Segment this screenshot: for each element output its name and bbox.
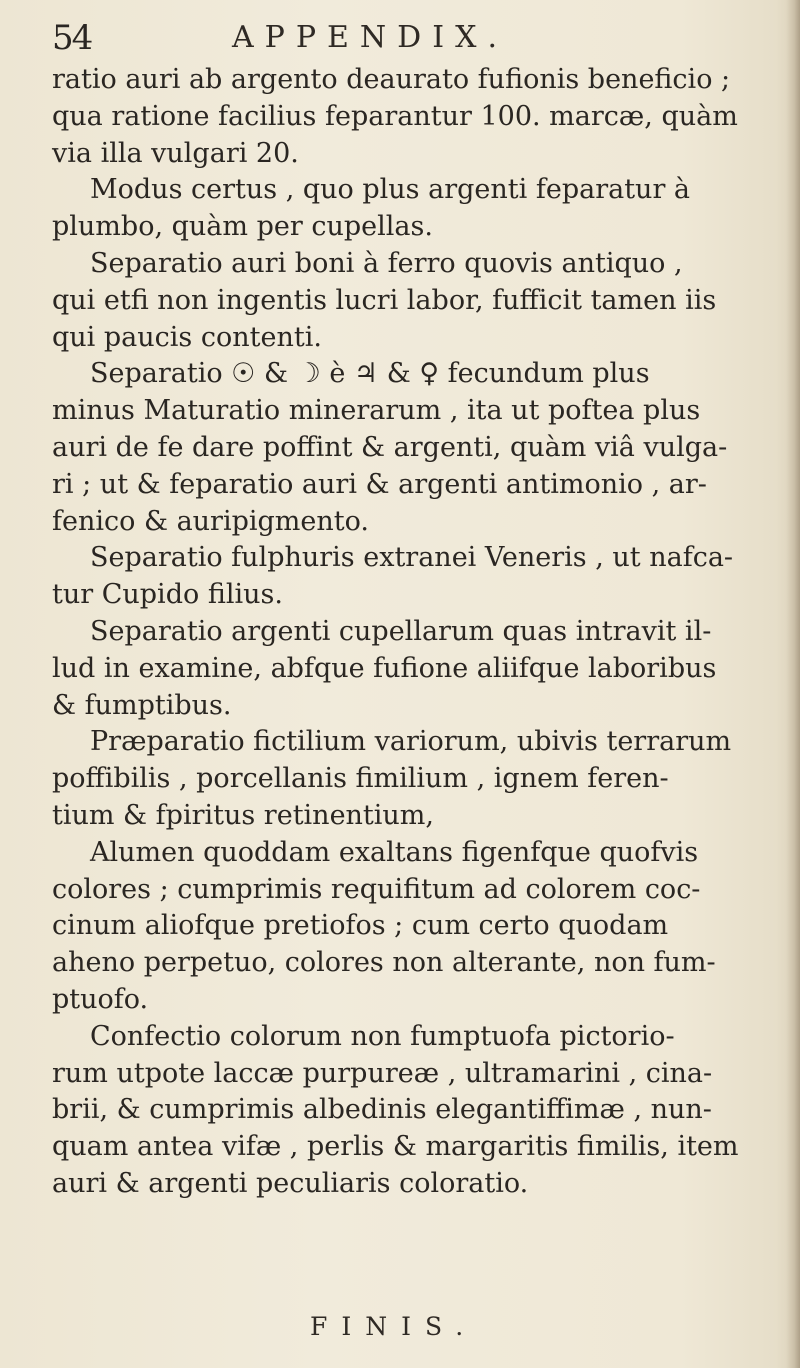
text-line: qui etfi non ingentis lucri labor, fufficit tamen iis <box>52 284 717 316</box>
text-line: brii, & cumprimis albedinis elegantiffimæ , nun- <box>52 1094 712 1126</box>
page-edge-shadow <box>786 0 800 1368</box>
text-line: Modus certus , quo plus argenti feparatur à <box>90 174 691 206</box>
text-line: ratio auri ab argento deaurato fufionis beneficio ; <box>52 64 731 95</box>
text-block <box>52 62 764 1203</box>
text-line: Præparatio fictilium variorum, ubivis terrarum <box>90 726 732 758</box>
text-line: via illa vulgari 20. <box>52 137 299 169</box>
text-line: Separatio auri boni à ferro quovis antiquo , <box>90 247 683 279</box>
text-line: ptuofo. <box>52 983 149 1015</box>
text-line: Confectio colorum non fumptuofa pictorio- <box>90 1020 675 1052</box>
text-line: Separatio fulphuris extranei Veneris , ut nafca- <box>90 542 734 574</box>
text-line: Separatio ☉ & ☽ è ♃ & ♀ fecundum plus <box>90 358 650 390</box>
page-header <box>52 14 752 60</box>
page-number: 54 <box>52 18 92 58</box>
text-line: rum utpote laccæ purpureæ , ultramarini , cina- <box>52 1057 713 1089</box>
finis-colophon: FINIS. <box>310 1312 478 1341</box>
text-line: auri & argenti peculiaris coloratio. <box>52 1167 529 1199</box>
text-line: auri de fe dare poffint & argenti, quàm viâ vulga- <box>52 431 728 463</box>
text-line: lud in examine, abfque fufione aliifque laboribus <box>52 652 717 684</box>
text-line: tium & fpiritus retinentium, <box>52 799 434 831</box>
text-line: fenico & auripigmento. <box>52 505 369 537</box>
text-line: Alumen quoddam exaltans figenfque quofvis <box>90 836 699 868</box>
text-line: plumbo, quàm per cupellas. <box>52 211 433 243</box>
text-line: poffibilis , porcellanis fimilium , ignem feren- <box>52 763 669 795</box>
text-line: quam antea vifæ , perlis & margaritis fimilis, item <box>52 1131 739 1163</box>
text-line: ri ; ut & feparatio auri & argenti antimonio , ar- <box>52 468 707 500</box>
text-line: tur Cupido filius. <box>52 579 283 611</box>
text-line: Separatio argenti cupellarum quas intravit il- <box>90 615 712 647</box>
text-line: colores ; cumprimis requifitum ad colorem coc- <box>52 873 701 905</box>
text-line: qui paucis contenti. <box>52 321 322 353</box>
text-line: aheno perpetuo, colores non alterante, non fum- <box>52 947 716 979</box>
text-line: qua ratione facilius feparantur 100. marcæ, quàm <box>52 100 738 132</box>
running-head: APPENDIX. <box>232 20 508 55</box>
text-line: & fumptibus. <box>52 689 232 721</box>
text-line: minus Maturatio minerarum , ita ut poftea plus <box>52 395 701 427</box>
text-line: cinum aliofque pretiofos ; cum certo quodam <box>52 910 669 942</box>
